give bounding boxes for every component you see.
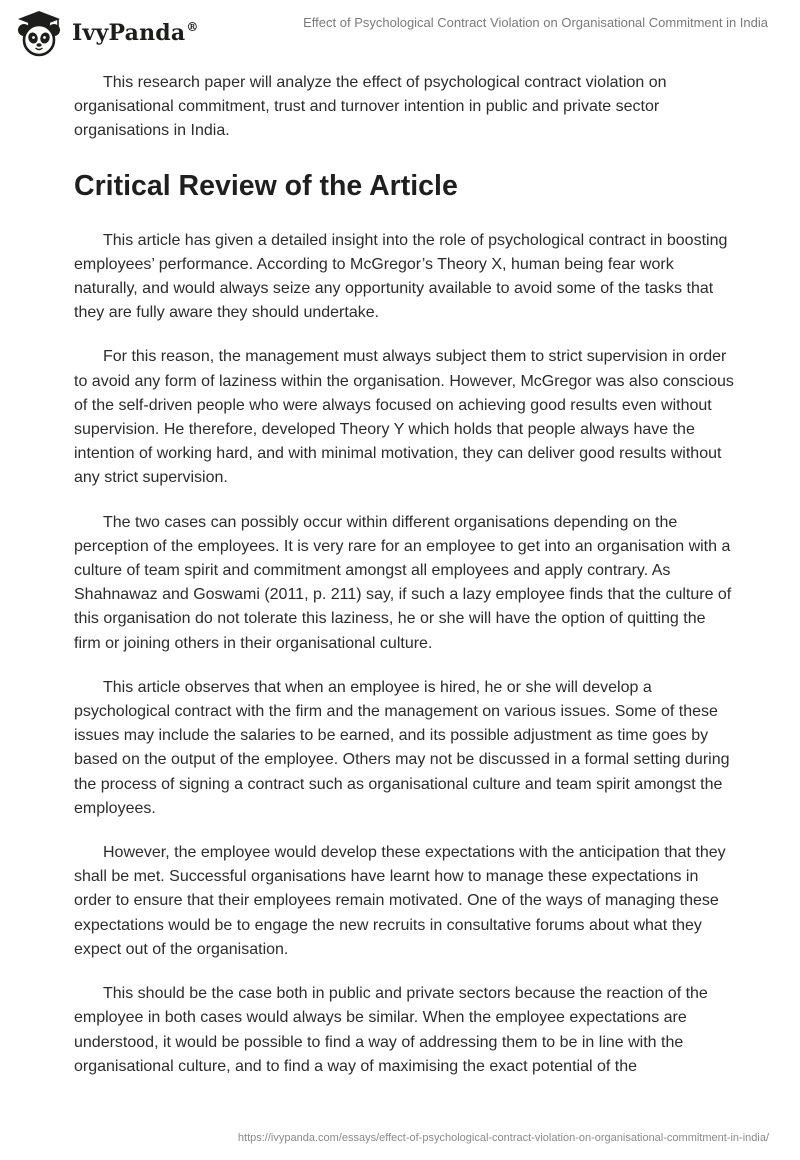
body-paragraph: This article observes that when an employee is hired, he or she will develop a psychological contract with the firm and the management on various issues. Some of these issues may include the salaries to be earned, and its possible adjustment as time goes by based on the output of the employee. Others may not be discussed in a formal setting during the process of signing a contract such as organisational culture and team spirit amongst the employees.	[74, 678, 730, 817]
registered-mark: ®	[186, 20, 199, 34]
body-paragraph: This article has given a detailed insight into the role of psychological contract in boosting employees’ performance. According to McGregor’s Theory X, human being fear work naturally, and would always seize any opportunity available to avoid some of the tasks that they are fully aware they should undertake.	[74, 231, 728, 322]
body-paragraph: However, the employee would develop these expectations with the anticipation that they shall be met. Successful organisations have learnt how to manage these expectations in order to ensure that their employees remain motivated. One of the ways of managing these expectations would be to engage the new recruits in consultative forums about what they expect out of the organisation.	[74, 844, 726, 958]
body-paragraph: The two cases can possibly occur within different organisations depending on the perception of the employees. It is very rare for an employee to get into an organisation with a culture of team spirit and commitment amongst all employees and apply contrary. As Shahnawaz and Goswami (2011, p. 211) say, if such a lazy employee finds that the culture of this organisation do not tolerate this laziness, he or she will have the option of quitting the firm or joining others in their organisational culture.	[74, 513, 732, 652]
page-header	[0, 0, 800, 70]
section-heading: Critical Review of the Article	[74, 169, 458, 202]
panda-graduate-icon	[14, 8, 64, 58]
intro-paragraph: This research paper will analyze the effect of psychological contract violation on organisational commitment, trust and turnover intention in public and private sector organisations in India.	[74, 74, 667, 140]
logo-text	[72, 20, 199, 46]
article-body	[74, 71, 734, 1079]
logo[interactable]	[14, 8, 199, 58]
document-title: Effect of Psychological Contract Violation on Organisational Commitment in India	[303, 15, 768, 30]
body-paragraph: This should be the case both in public and private sectors because the reaction of the employee in both cases would always be similar. When the employee expectations are understood, it would be possible to find a way of addressing them to be in line with the organisational culture, and to find a way of maximising the exact potential of the	[74, 985, 708, 1075]
logo-name: IvyPanda	[72, 20, 186, 46]
source-url[interactable]: https://ivypanda.com/essays/effect-of-psychological-contract-violation-on-organisational-commitment-in-india/	[237, 1132, 769, 1144]
body-paragraph: For this reason, the management must always subject them to strict supervision in order to avoid any form of laziness within the organisation. However, McGregor was also conscious of the self-driven people who were always focused on achieving good results even without supervision. He therefore, developed Theory Y which holds that people always have the intention of working hard, and with minimal motivation, they can deliver good results without any strict supervision.	[74, 348, 734, 487]
